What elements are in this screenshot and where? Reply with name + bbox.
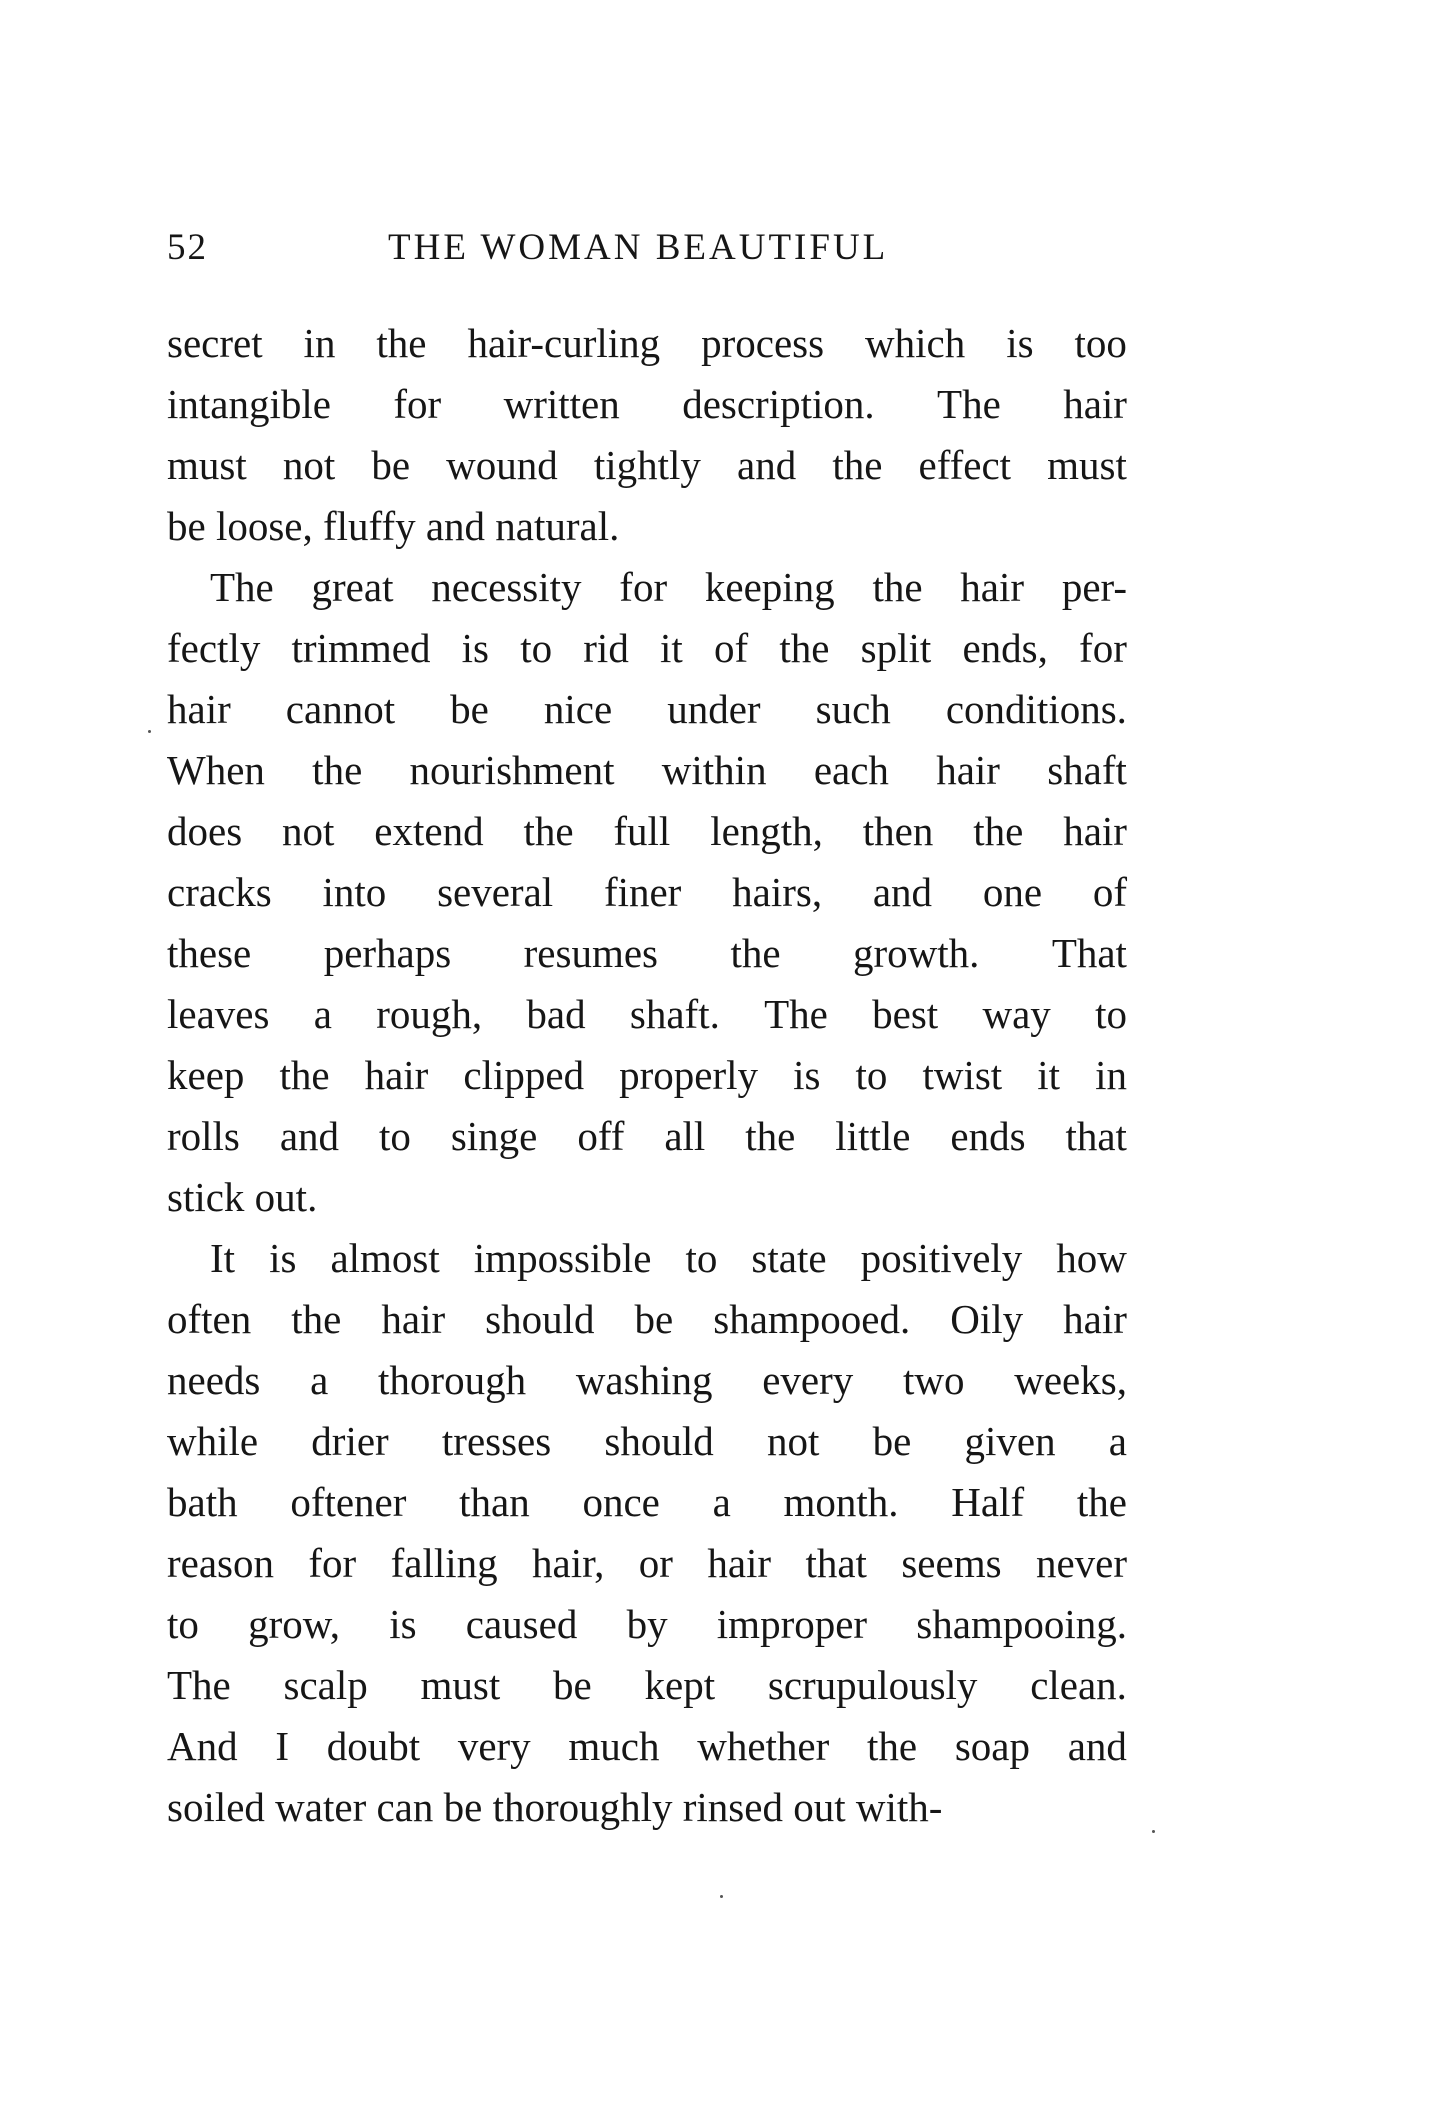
text-line: reason for falling hair, or hair that seems never [167, 1540, 1127, 1586]
text-line: The scalp must be kept scrupulously clean. [167, 1662, 1127, 1708]
text-line: hair cannot be nice under such conditions. [167, 686, 1127, 732]
paragraph [167, 313, 1127, 557]
text-line: fectly trimmed is to rid it of the split ends, for [167, 625, 1127, 671]
text-line: these perhaps resumes the growth. That [167, 930, 1127, 976]
text-line: soiled water can be thoroughly rinsed out with- [167, 1784, 943, 1830]
text-line: secret in the hair-curling process which is too [167, 320, 1127, 366]
page-number: 52 [167, 227, 208, 268]
scan-speck [148, 730, 151, 733]
text-line: And I doubt very much whether the soap and [167, 1723, 1127, 1769]
text-line: leaves a rough, bad shaft. The best way to [167, 991, 1127, 1037]
paragraph [167, 557, 1127, 1228]
text-line: does not extend the full length, then the hair [167, 808, 1127, 854]
scan-speck [720, 1895, 723, 1898]
scan-speck [1152, 1830, 1155, 1833]
text-line: while drier tresses should not be given a [167, 1418, 1127, 1464]
text-line: keep the hair clipped properly is to twist it in [167, 1052, 1127, 1098]
text-line: It is almost impossible to state positively how [210, 1235, 1127, 1281]
body-text [167, 313, 1127, 1838]
text-line: bath oftener than once a month. Half the [167, 1479, 1127, 1525]
text-line: be loose, fluffy and natural. [167, 503, 620, 549]
text-line: The great necessity for keeping the hair per- [210, 564, 1127, 610]
text-line: often the hair should be shampooed. Oily hair [167, 1296, 1127, 1342]
text-line: intangible for written description. The hair [167, 381, 1127, 427]
text-line: needs a thorough washing every two weeks, [167, 1357, 1127, 1403]
text-line: cracks into several finer hairs, and one of [167, 869, 1127, 915]
running-title: THE WOMAN BEAUTIFUL [388, 227, 889, 268]
text-line: must not be wound tightly and the effect must [167, 442, 1127, 488]
paragraph [167, 1228, 1127, 1838]
text-line: rolls and to singe off all the little ends that [167, 1113, 1127, 1159]
text-line: to grow, is caused by improper shampooing. [167, 1601, 1127, 1647]
text-line: When the nourishment within each hair shaft [167, 747, 1127, 793]
page-header [167, 226, 1127, 276]
text-line: stick out. [167, 1174, 318, 1220]
